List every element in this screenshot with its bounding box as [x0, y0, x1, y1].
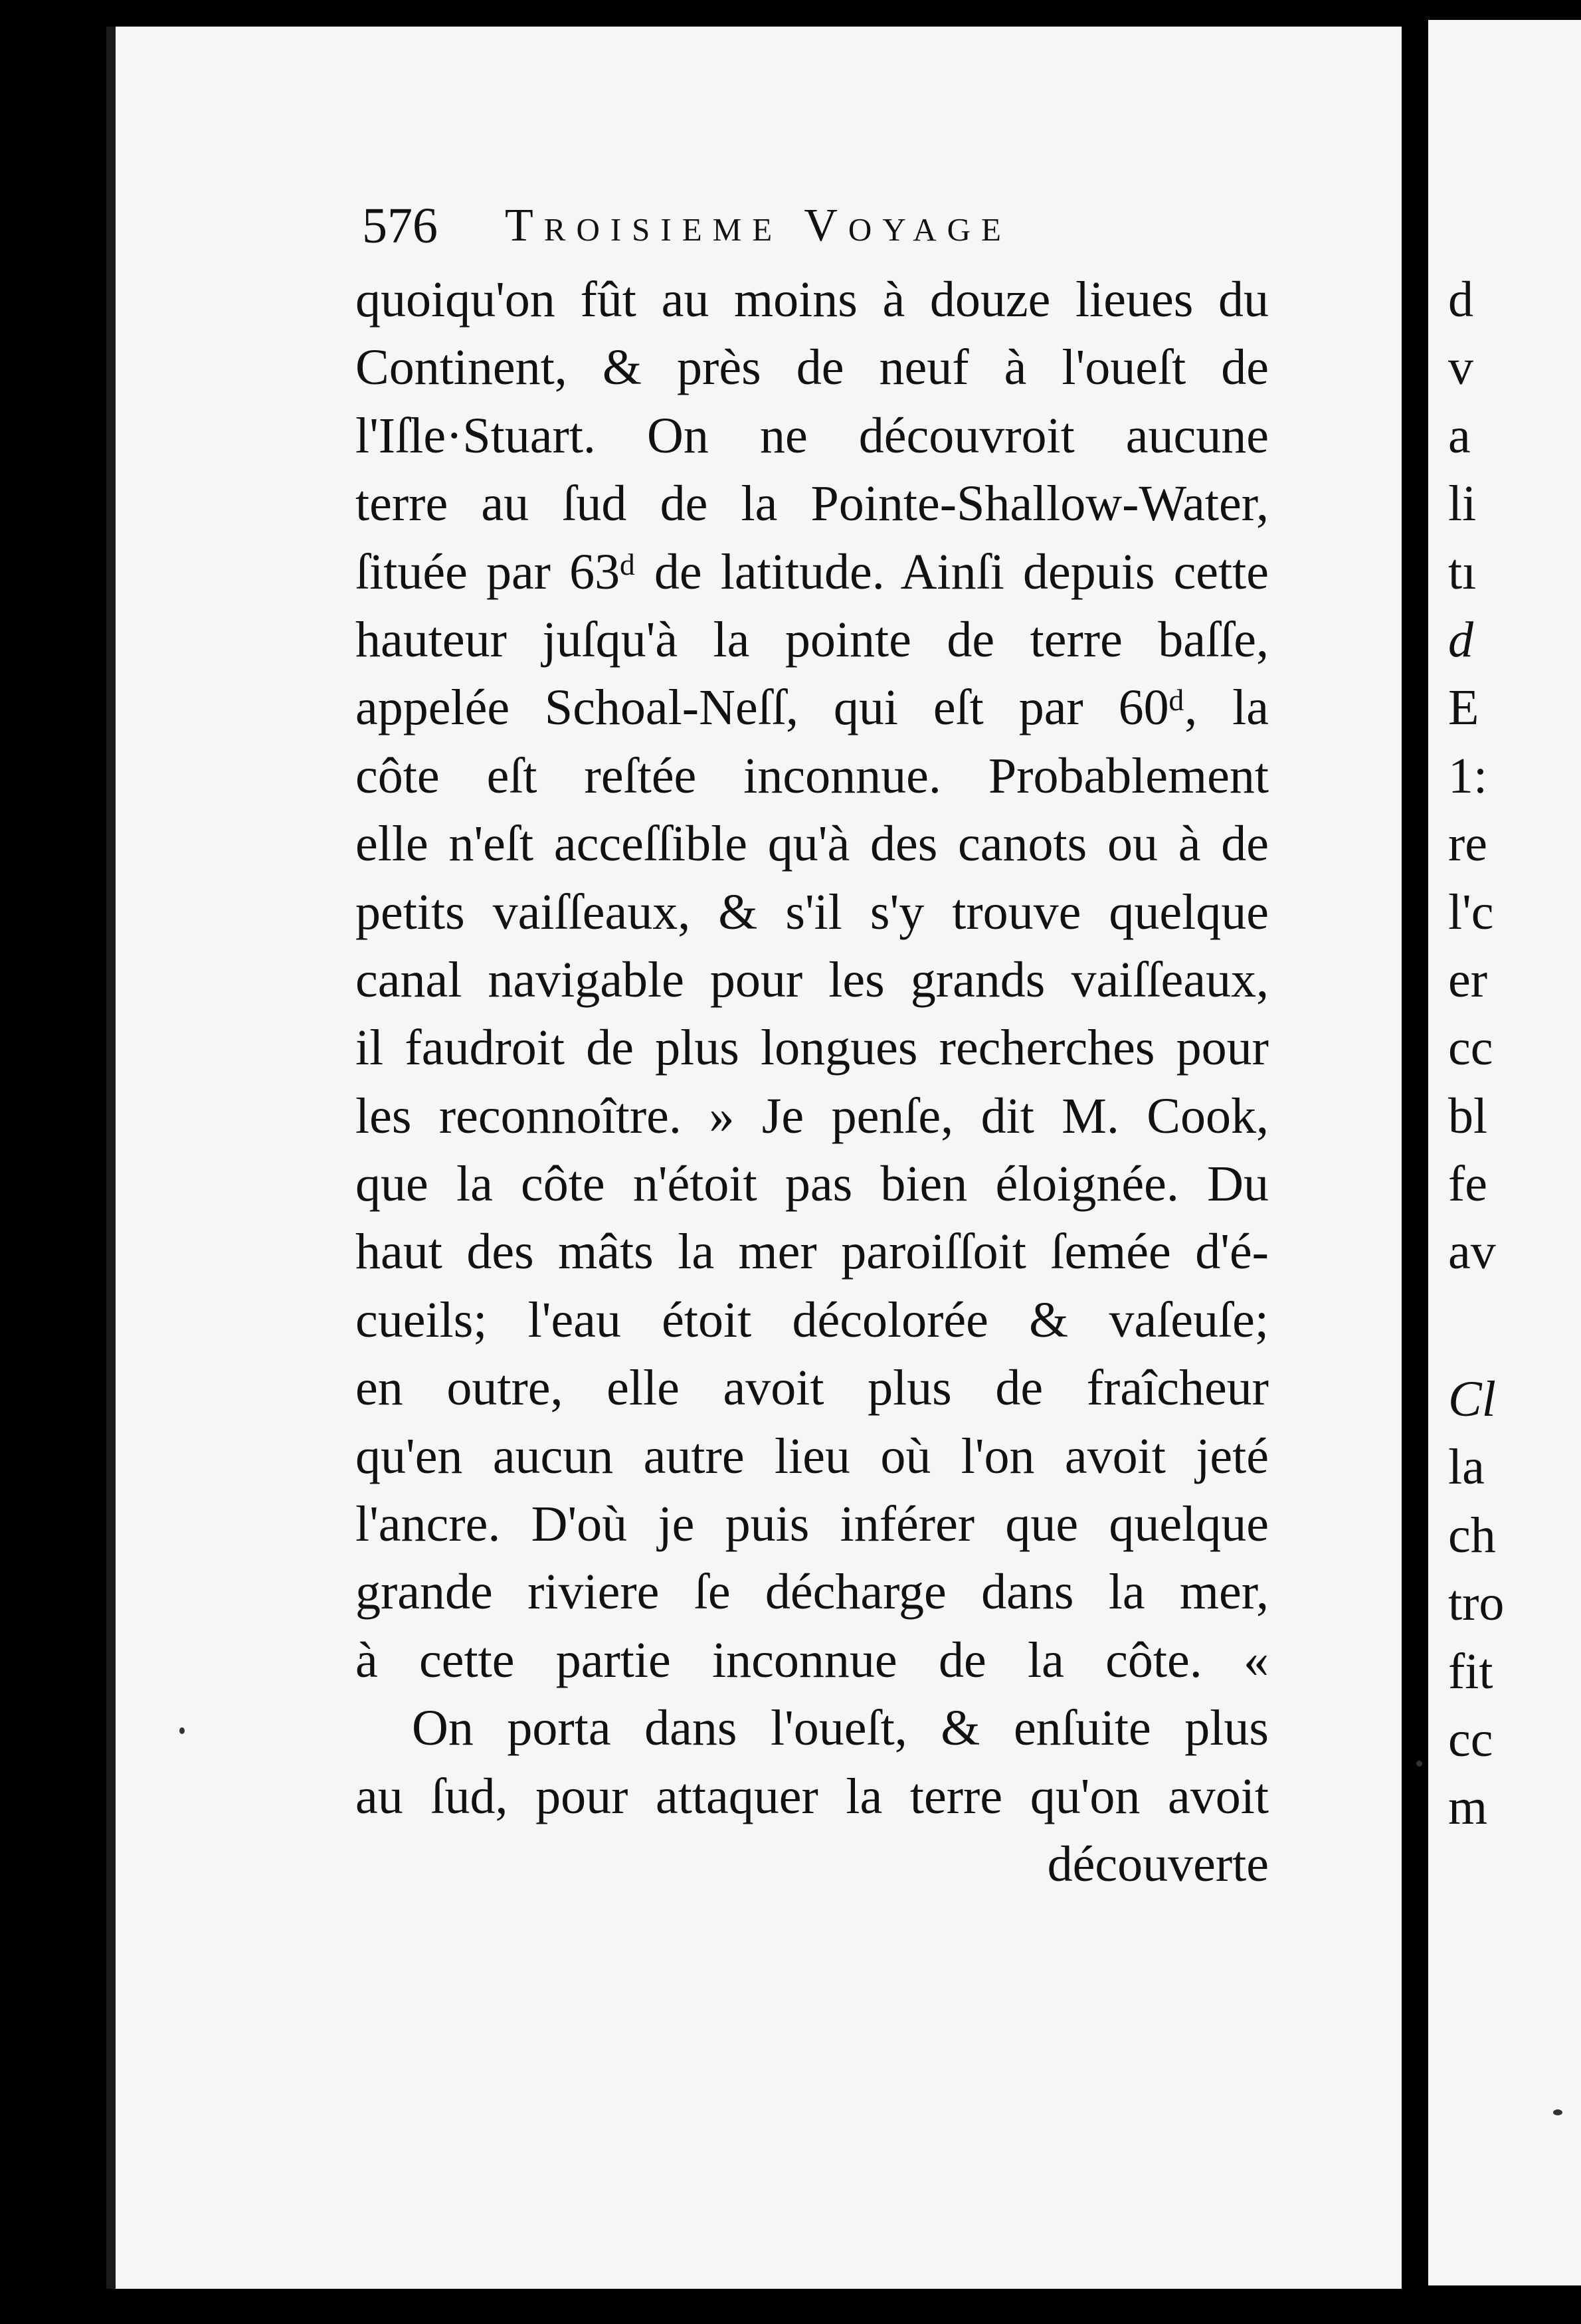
right-line: av: [1448, 1224, 1496, 1280]
catchword: découverte: [1047, 1836, 1269, 1892]
right-page-text-top: [1448, 266, 1581, 1286]
right-line: a: [1448, 407, 1471, 464]
text-line: à cette partie inconnue de la côte. «: [355, 1632, 1269, 1688]
text-line: que la côte n'étoit pas bien éloignée. Du: [355, 1156, 1269, 1212]
text-line: l'ancre. D'où je puis inférer que quelque: [355, 1496, 1269, 1553]
right-line: er: [1448, 951, 1488, 1008]
text-line: il faudroit de plus longues recherches pour: [355, 1020, 1269, 1076]
paragraph-start-line: On porta dans l'oueſt, & enſuite plus: [412, 1700, 1269, 1757]
text-line: au ſud, pour attaquer la terre qu'on avoit: [355, 1768, 1269, 1824]
text-line: petits vaiſſeaux, & s'il s'y trouve quelque: [355, 884, 1269, 940]
right-line: ch: [1448, 1507, 1496, 1563]
ink-speck: [179, 1727, 185, 1734]
text-line: grande riviere ſe décharge dans la mer,: [355, 1564, 1269, 1620]
text-line: ſituée par 63ᵈ de latitude. Ainſi depuis cette: [355, 543, 1269, 600]
text-line: cueils; l'eau étoit décolorée & vaſeuſe;: [355, 1292, 1269, 1348]
right-line: tı: [1448, 543, 1477, 600]
right-line: E: [1448, 680, 1479, 736]
ink-speck: [1553, 2109, 1562, 2115]
right-line: li: [1448, 476, 1477, 532]
right-line: fit: [1448, 1643, 1493, 1699]
page-number: 576: [362, 198, 438, 254]
right-line: re: [1448, 816, 1488, 872]
text-line: Continent, & près de neuf à l'oueſt de: [355, 339, 1269, 396]
right-line: 1:: [1448, 747, 1488, 804]
right-line: la: [1448, 1439, 1485, 1496]
text-line: hauteur juſqu'à la pointe de terre baſſe,: [355, 611, 1269, 668]
ink-speck: [1416, 1761, 1422, 1767]
text-line: canal navigable pour les grands vaiſſeaux,: [355, 951, 1269, 1008]
right-line: Cl: [1448, 1371, 1496, 1427]
text-line: quoiqu'on fût au moins à douze lieues du: [355, 272, 1269, 328]
right-line: cc: [1448, 1711, 1493, 1767]
text-line: côte eſt reſtée inconnue. Probablement: [355, 747, 1269, 804]
text-line: en outre, elle avoit plus de fraîcheur: [355, 1360, 1269, 1416]
right-line: d: [1448, 272, 1473, 328]
right-line: fe: [1448, 1156, 1488, 1212]
right-line: tro: [1448, 1575, 1505, 1632]
right-line: bl: [1448, 1088, 1488, 1144]
text-line: terre au ſud de la Pointe-Shallow-Water,: [355, 476, 1269, 532]
right-line: cc: [1448, 1020, 1493, 1076]
right-line: d: [1448, 611, 1473, 668]
right-page-text-bottom: [1448, 1365, 1581, 1842]
right-line: v: [1448, 339, 1473, 396]
text-line: qu'en aucun autre lieu où l'on avoit jeté: [355, 1428, 1269, 1484]
right-line: m: [1448, 1779, 1488, 1836]
text-line: appelée Schoal-Neſſ, qui eſt par 60ᵈ, la: [355, 680, 1269, 736]
text-line: elle n'eſt acceſſible qu'à des canots ou à de: [355, 816, 1269, 872]
running-head-title: Troisieme Voyage: [505, 200, 1012, 251]
text-line: les reconnoître. » Je penſe, dit M. Cook,: [355, 1088, 1269, 1144]
running-head: [362, 189, 1259, 262]
text-line: haut des mâts la mer paroiſſoit ſemée d'é-: [355, 1224, 1269, 1280]
body-text: [355, 266, 1269, 1898]
text-line: l'Iſle·Stuart. On ne découvroit aucune: [355, 407, 1269, 464]
right-line: l'c: [1448, 884, 1494, 940]
